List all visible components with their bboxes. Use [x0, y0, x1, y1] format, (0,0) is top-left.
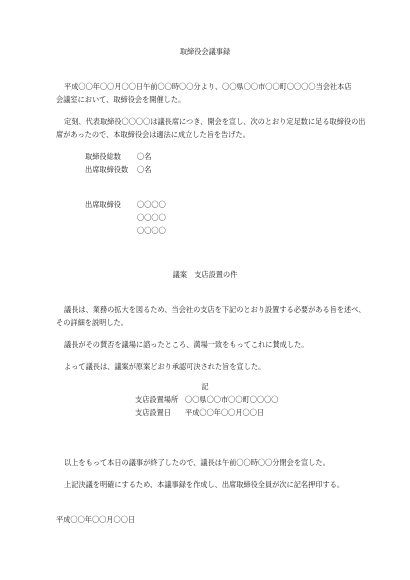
- total-directors-label: 取締役総数: [85, 152, 121, 161]
- vote-paragraph: 議長がその賛否を議場に諮ったところ、満場一致をもってこれに賛成した。: [64, 340, 309, 349]
- chair-paragraph-line-2: 席があったので、本取締役会は適法に成立した旨を告げた。: [56, 130, 250, 139]
- document-date: 平成〇〇年〇〇月〇〇日: [56, 515, 136, 524]
- total-directors-value: 〇名: [137, 152, 152, 161]
- intro-line-1: 平成〇〇年〇〇月〇〇日午前〇〇時〇〇分より、〇〇県〇〇市〇〇町〇〇〇〇当会社本店: [64, 82, 352, 91]
- signature-paragraph: 上記決議を明確にするため、本議事録を作成し、出席取締役全員が次に記名押印する。: [64, 480, 345, 489]
- intro-line-2: 会議室において、取締役会を開催した。: [56, 95, 186, 104]
- present-directors-value: 〇名: [137, 165, 152, 174]
- document-title: 取締役会議事録: [179, 47, 231, 56]
- agenda-heading: 議案 支店設置の件: [172, 270, 238, 279]
- closing-paragraph: 以上をもって本日の議事が終了したので、議長は午前〇〇時〇〇分閉会を宣した。: [64, 458, 330, 467]
- attendees-label: 出席取締役: [85, 200, 121, 209]
- branch-date-value: 平成〇〇年〇〇月〇〇日: [185, 408, 265, 417]
- branch-location-value: 〇〇県〇〇市〇〇町〇〇〇〇: [185, 395, 279, 404]
- agenda-paragraph-line-2: その詳細を説明した。: [56, 318, 128, 327]
- attendee-name: 〇〇〇〇: [137, 226, 166, 235]
- attendee-name: 〇〇〇〇: [137, 200, 166, 209]
- resolution-paragraph: よって議長は、議案が原案どおり承認可決された旨を宣した。: [64, 362, 266, 371]
- ki-marker: 記: [201, 382, 209, 391]
- chair-paragraph-line-1: 定刻、代表取締役〇〇〇〇は議長席につき、開会を宣し、次のとおり定足数に足る取締役の出: [64, 117, 366, 126]
- branch-date-label: 支店設置日: [135, 408, 171, 417]
- branch-location-label: 支店設置場所: [135, 395, 179, 404]
- agenda-paragraph-line-1: 議長は、業務の拡大を図るため、当会社の支店を下記のとおり設置する必要がある旨を述べ、: [64, 305, 366, 314]
- attendee-name: 〇〇〇〇: [137, 213, 166, 222]
- present-directors-label: 出席取締役数: [85, 165, 129, 174]
